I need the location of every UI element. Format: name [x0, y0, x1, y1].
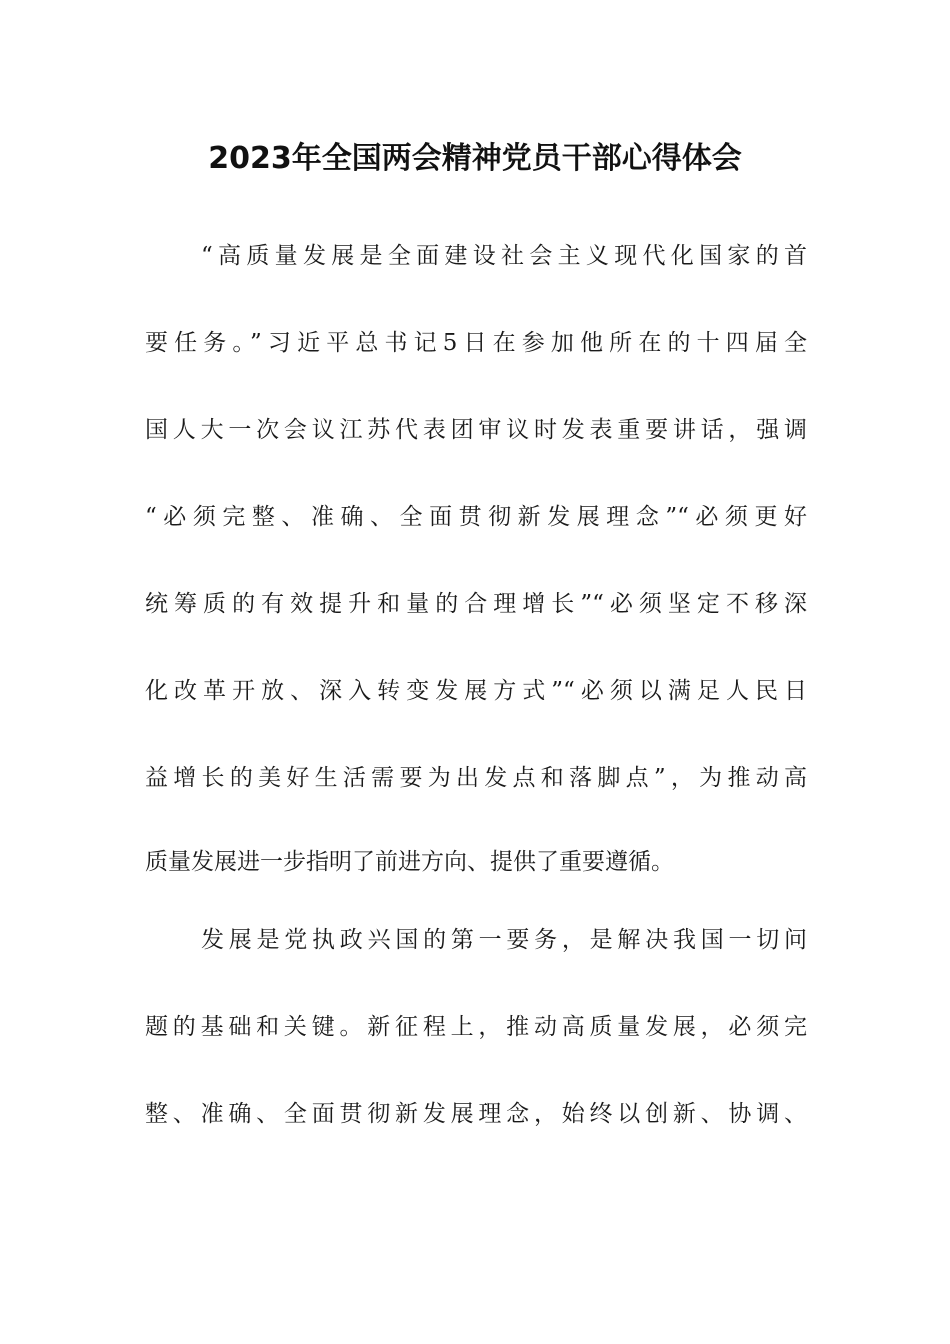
paragraph-1-line-7: 益增长的美好生活需要为出发点和落脚点”，为推动高: [145, 765, 807, 791]
paragraph-1-line-6: 化改革开放、深入转变发展方式”“必须以满足人民日: [145, 678, 807, 704]
paragraph-1-line-1: “高质量发展是全面建设社会主义现代化国家的首: [201, 243, 807, 269]
paragraph-1-line-8: 质量发展进一步指明了前进方向、提供了重要遵循。: [145, 849, 674, 875]
paragraph-1-line-5: 统筹质的有效提升和量的合理增长”“必须坚定不移深: [145, 591, 807, 617]
paragraph-2-line-1: 发展是党执政兴国的第一要务，是解决我国一切问: [201, 927, 807, 953]
document-title: 2023年全国两会精神党员干部心得体会: [208, 141, 742, 176]
paragraph-2-line-3: 整、准确、全面贯彻新发展理念，始终以创新、协调、: [145, 1101, 807, 1127]
paragraph-1-line-4: “必须完整、准确、全面贯彻新发展理念”“必须更好: [145, 504, 807, 530]
paragraph-2-line-2: 题的基础和关键。新征程上，推动高质量发展，必须完: [145, 1014, 807, 1040]
paragraph-1-line-2: 要任务。”习近平总书记5日在参加他所在的十四届全: [145, 330, 807, 356]
paragraph-1-line-3: 国人大一次会议江苏代表团审议时发表重要讲话，强调: [145, 417, 807, 443]
